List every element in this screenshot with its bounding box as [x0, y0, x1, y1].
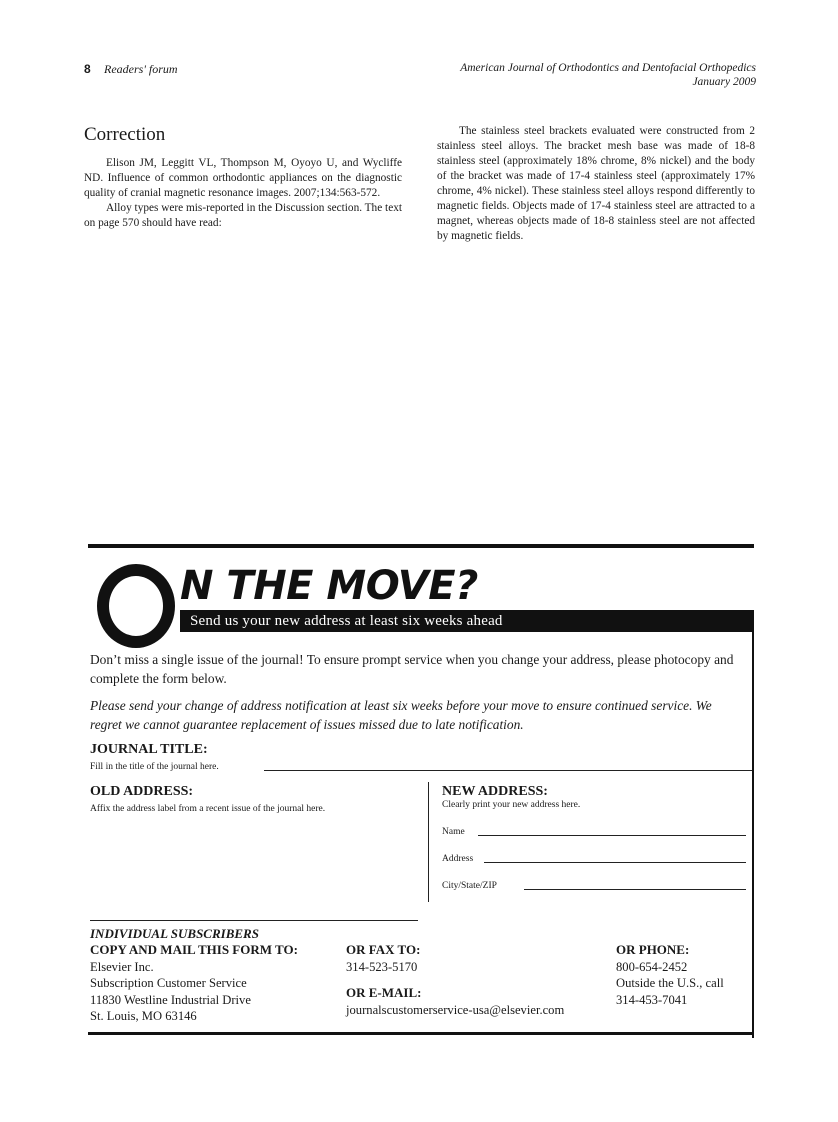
- ad-notice: Please send your change of address notification at least six weeks before your move to ensure continued service. We regret we cannot guarantee replacement of issues missed due to late notification.: [90, 698, 712, 732]
- fax-label: OR FAX TO:: [346, 942, 421, 957]
- page-number: 8: [84, 62, 91, 76]
- fax-email-block: [346, 942, 564, 1018]
- address-change-form: [88, 544, 754, 1038]
- correction-paragraph: Alloy types were mis-reported in the Discussion section. The text on page 570 should have read:: [84, 202, 402, 229]
- running-header: [84, 62, 756, 94]
- address-field[interactable]: [484, 862, 746, 863]
- new-address-label: NEW ADDRESS:: [442, 784, 548, 799]
- corrected-text-paragraph: The stainless steel brackets evaluated were constructed from 2 stainless steel alloys. The bracket mesh base was made of 18-8 stainless steel (approximately 18% chrome, 8% nickel) and the body of the bracket was made of 17-4 stainless steel (approximately 17% chrome, 4% nickel). These stainless steel alloys respond differently to magnetic fields. Objects made of 17-4 stainless steel are attracted to a magnet, whereas objects made of 18-8 stainless steel are not affected by magnetic fields.: [437, 125, 755, 242]
- mail-block: [90, 942, 298, 1025]
- mail-label: COPY AND MAIL THIS FORM TO:: [90, 942, 298, 957]
- right-rule: [752, 632, 754, 1038]
- old-address-hint: Affix the address label from a recent issue of the journal here.: [90, 804, 326, 814]
- journal-title-hint: Fill in the title of the journal here.: [90, 762, 219, 772]
- phone-line: 314-453-7041: [616, 992, 688, 1007]
- journal-title-label: JOURNAL TITLE:: [90, 742, 208, 757]
- journal-title-field[interactable]: [264, 770, 752, 771]
- article-title: Correction: [84, 124, 166, 145]
- ad-intro: Don’t miss a single issue of the journal! To ensure prompt service when you change your address, please photocopy and complete the form below.: [90, 652, 734, 686]
- phone-block: [616, 942, 724, 1008]
- citation-paragraph: Elison JM, Leggitt VL, Thompson M, Oyoyo U, and Wycliffe ND. Influence of common orthodontic appliances on the diagnostic quality of cranial magnetic resonance images. 2007;134:563-572.: [84, 157, 402, 199]
- name-field[interactable]: [478, 835, 746, 836]
- mail-line: Subscription Customer Service: [90, 976, 247, 990]
- mail-line: St. Louis, MO 63146: [90, 1009, 197, 1023]
- address-label: Address: [442, 854, 474, 864]
- subscribers-title: INDIVIDUAL SUBSCRIBERS: [90, 926, 259, 941]
- issue-date: January 2009: [692, 76, 756, 88]
- phone-label: OR PHONE:: [616, 942, 690, 957]
- address-divider: [428, 782, 429, 902]
- ad-subheadline: Send us your new address at least six weeks ahead: [190, 613, 503, 629]
- subscribers-rule: [90, 920, 418, 921]
- phone-line: Outside the U.S., call: [616, 976, 724, 990]
- city-state-zip-label: City/State/ZIP: [442, 881, 497, 891]
- new-address-hint: Clearly print your new address here.: [442, 800, 581, 810]
- old-address-label: OLD ADDRESS:: [90, 784, 194, 799]
- big-o-logo: [97, 564, 175, 648]
- mail-line: 11830 Westline Industrial Drive: [90, 992, 251, 1007]
- article-right-column: [437, 124, 755, 244]
- article-left-column: [84, 124, 402, 231]
- email-label: OR E-MAIL:: [346, 985, 422, 1000]
- mail-line: Elsevier Inc.: [90, 959, 154, 974]
- phone-line: 800-654-2452: [616, 959, 688, 974]
- journal-name: American Journal of Orthodontics and Dentofacial Orthopedics: [460, 62, 756, 74]
- email-address[interactable]: journalscustomerservice-usa@elsevier.com: [346, 1002, 565, 1017]
- top-rule: [88, 544, 754, 548]
- city-state-zip-field[interactable]: [524, 889, 746, 890]
- fax-number: 314-523-5170: [346, 959, 418, 974]
- name-label: Name: [442, 827, 465, 837]
- section-name: Readers' forum: [104, 62, 178, 76]
- ad-headline: N THE MOVE?: [180, 563, 478, 609]
- bottom-rule: [88, 1032, 754, 1035]
